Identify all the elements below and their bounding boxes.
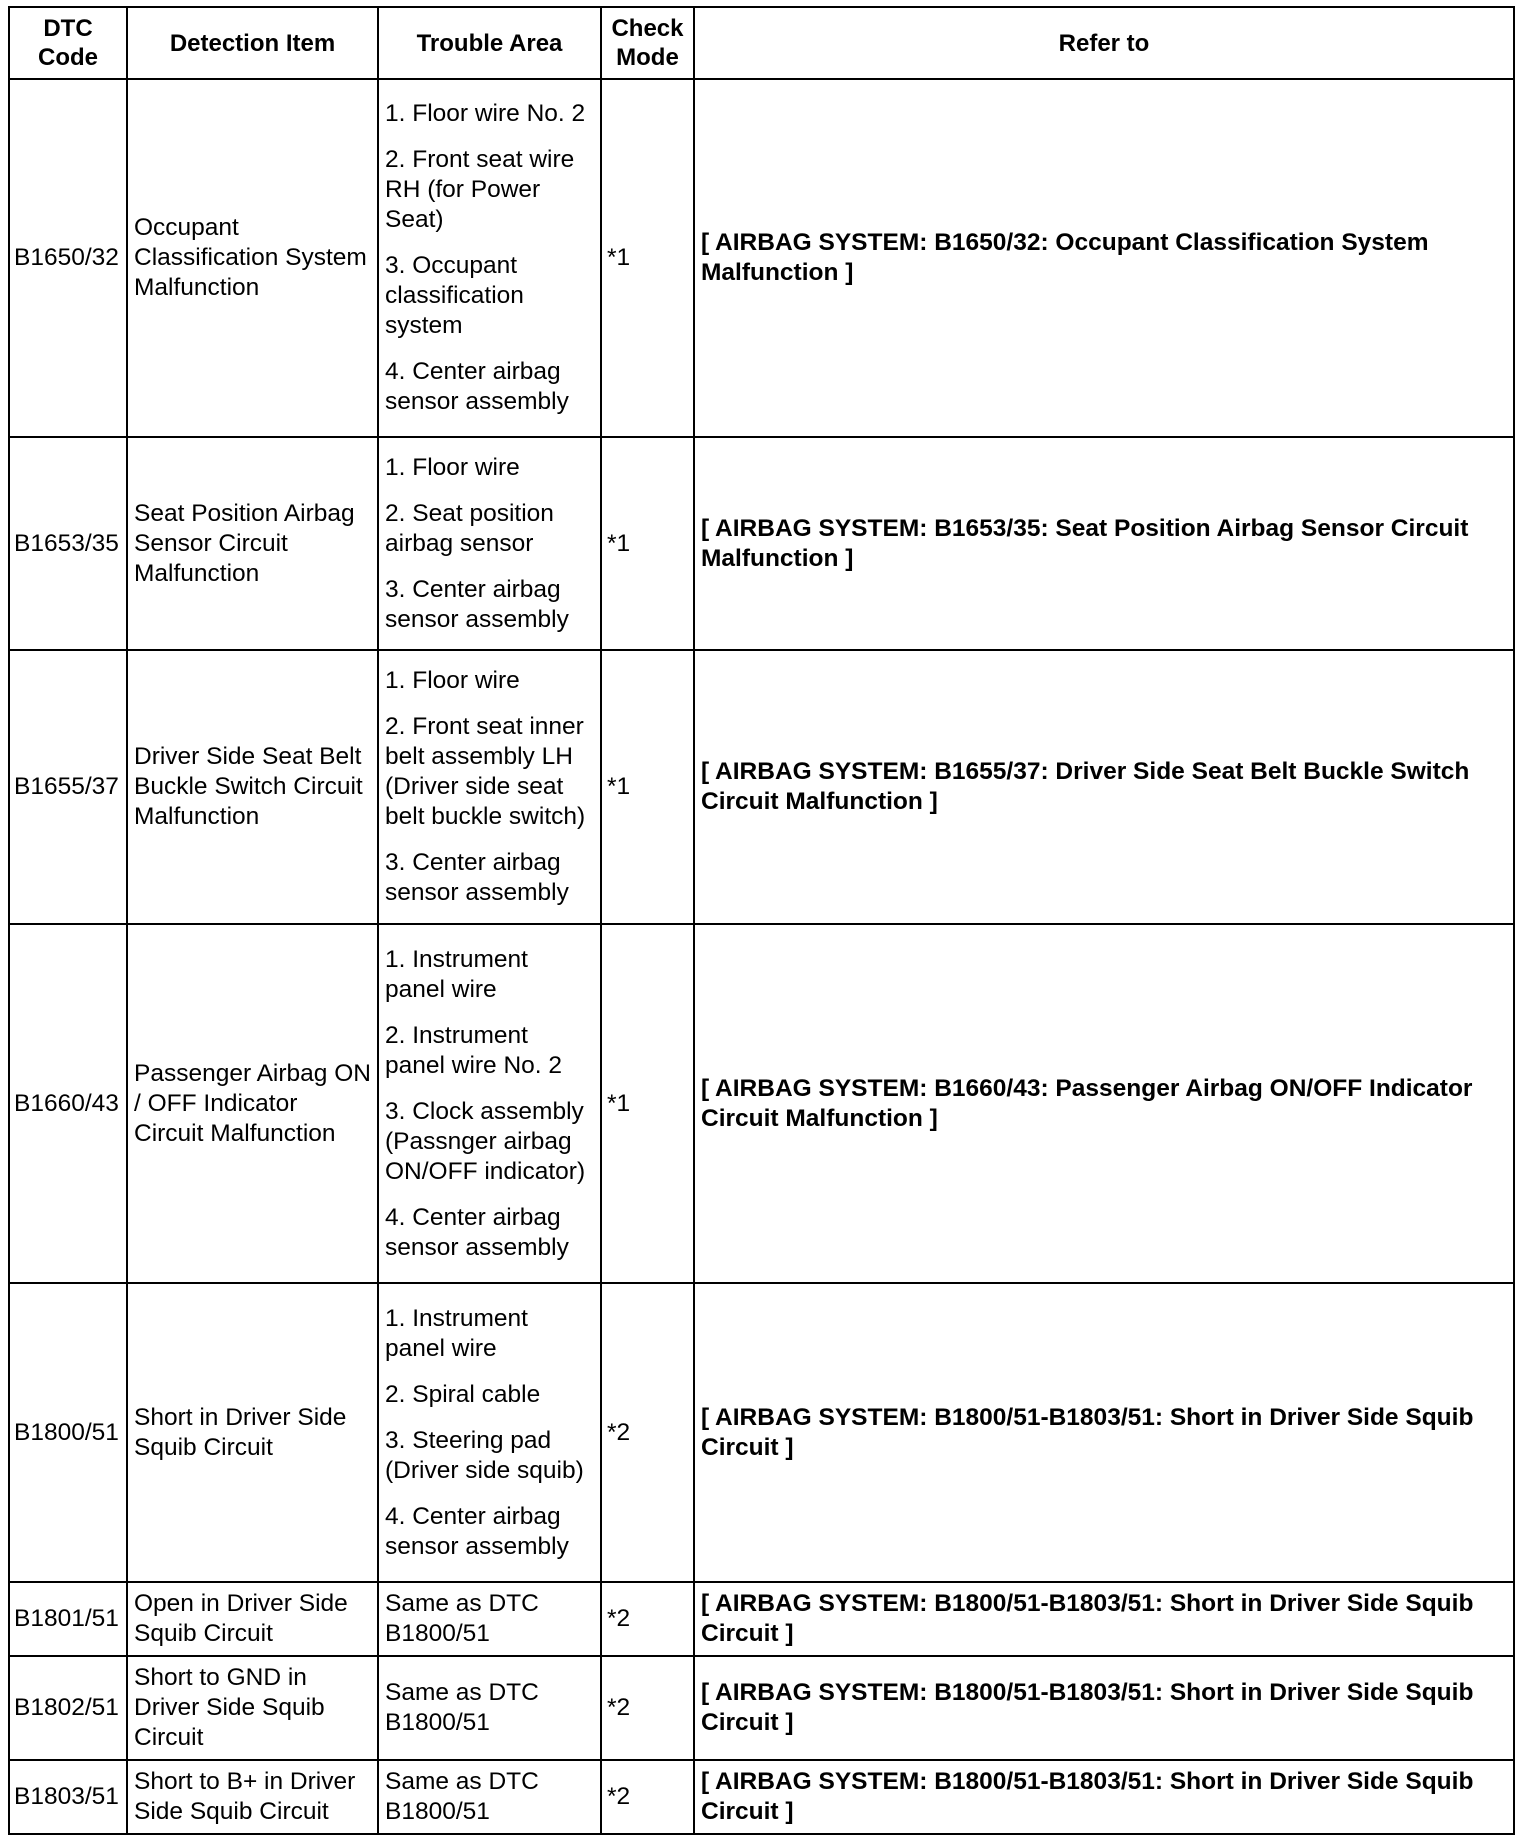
trouble-area-item: 3. Occupant classification system — [385, 252, 524, 339]
check-mode-cell: *1 — [601, 650, 694, 924]
trouble-area-cell — [378, 924, 601, 1283]
dtc-code-cell: B1800/51 — [9, 1283, 127, 1582]
trouble-area-cell — [378, 1760, 601, 1834]
detection-item-cell: Driver Side Seat Belt Buckle Switch Circuit Malfunction — [127, 650, 378, 924]
table-row — [9, 1582, 1514, 1656]
refer-to-cell: [ AIRBAG SYSTEM: B1800/51-B1803/51: Short in Driver Side Squib Circuit ] — [694, 1582, 1514, 1656]
table-row — [9, 1760, 1514, 1834]
check-mode-cell: *2 — [601, 1283, 694, 1582]
header-row — [9, 7, 1514, 79]
table-row — [9, 650, 1514, 924]
header-check-mode: Check Mode — [601, 7, 694, 79]
table-header — [9, 7, 1514, 79]
check-mode-cell: *2 — [601, 1656, 694, 1760]
detection-item-cell: Seat Position Airbag Sensor Circuit Malfunction — [127, 437, 378, 650]
header-refer-to: Refer to — [694, 7, 1514, 79]
dtc-code-cell: B1803/51 — [9, 1760, 127, 1834]
trouble-area-cell — [378, 1582, 601, 1656]
refer-to-cell: [ AIRBAG SYSTEM: B1800/51-B1803/51: Short in Driver Side Squib Circuit ] — [694, 1760, 1514, 1834]
header-dtc-code: DTC Code — [9, 7, 127, 79]
trouble-area-item: 1. Instrument panel wire — [385, 1304, 528, 1362]
dtc-code-cell: B1660/43 — [9, 924, 127, 1283]
check-mode-cell: *1 — [601, 79, 694, 437]
trouble-area-cell — [378, 650, 601, 924]
check-mode-cell: *1 — [601, 924, 694, 1283]
trouble-area-item: 4. Center airbag sensor assembly — [385, 1203, 569, 1261]
trouble-area-cell — [378, 437, 601, 650]
detection-item-cell: Open in Driver Side Squib Circuit — [127, 1582, 378, 1656]
table-body — [9, 79, 1514, 1834]
refer-to-cell: [ AIRBAG SYSTEM: B1653/35: Seat Position Airbag Sensor Circuit Malfunction ] — [694, 437, 1514, 650]
trouble-area-item: Same as DTC B1800/51 — [385, 1679, 539, 1736]
trouble-area-item: 1. Floor wire — [385, 453, 520, 481]
detection-item-cell: Short to GND in Driver Side Squib Circuit — [127, 1656, 378, 1760]
trouble-area-item: 1. Floor wire No. 2 — [385, 100, 586, 127]
trouble-area-item: 4. Center airbag sensor assembly — [385, 358, 569, 415]
dtc-code-cell: B1653/35 — [9, 437, 127, 650]
trouble-area-item: Same as DTC B1800/51 — [385, 1768, 539, 1825]
refer-to-cell: [ AIRBAG SYSTEM: B1660/43: Passenger Airbag ON/OFF Indicator Circuit Malfunction ] — [694, 924, 1514, 1283]
header-detection-item: Detection Item — [127, 7, 378, 79]
check-mode-cell: *2 — [601, 1582, 694, 1656]
dtc-code-cell: B1655/37 — [9, 650, 127, 924]
trouble-area-item: Same as DTC B1800/51 — [385, 1590, 539, 1647]
dtc-code-cell: B1802/51 — [9, 1656, 127, 1760]
check-mode-cell: *1 — [601, 437, 694, 650]
detection-item-cell: Short in Driver Side Squib Circuit — [127, 1283, 378, 1582]
detection-item-cell: Short to B+ in Driver Side Squib Circuit — [127, 1760, 378, 1834]
detection-item-cell: Passenger Airbag ON / OFF Indicator Circuit Malfunction — [127, 924, 378, 1283]
trouble-area-item: 1. Floor wire — [385, 667, 520, 694]
trouble-area-item: 2. Front seat wire RH (for Power Seat) — [385, 146, 575, 233]
trouble-area-item: 3. Center airbag sensor assembly — [385, 849, 569, 906]
trouble-area-cell — [378, 79, 601, 437]
trouble-area-cell — [378, 1283, 601, 1582]
refer-to-cell: [ AIRBAG SYSTEM: B1655/37: Driver Side Seat Belt Buckle Switch Circuit Malfunction ] — [694, 650, 1514, 924]
table-row — [9, 1283, 1514, 1582]
trouble-area-item: 1. Instrument panel wire — [385, 945, 528, 1003]
refer-to-cell: [ AIRBAG SYSTEM: B1800/51-B1803/51: Short in Driver Side Squib Circuit ] — [694, 1656, 1514, 1760]
check-mode-cell: *2 — [601, 1760, 694, 1834]
table-row — [9, 79, 1514, 437]
table-row — [9, 437, 1514, 650]
trouble-area-item: 3. Clock assembly (Passnger airbag ON/OFF indicator) — [385, 1097, 586, 1185]
trouble-area-item: 4. Center airbag sensor assembly — [385, 1502, 569, 1560]
refer-to-cell: [ AIRBAG SYSTEM: B1650/32: Occupant Classification System Malfunction ] — [694, 79, 1514, 437]
trouble-area-item: 2. Seat position airbag sensor — [385, 499, 554, 557]
table-row — [9, 1656, 1514, 1760]
refer-to-cell: [ AIRBAG SYSTEM: B1800/51-B1803/51: Short in Driver Side Squib Circuit ] — [694, 1283, 1514, 1582]
dtc-code-cell: B1801/51 — [9, 1582, 127, 1656]
detection-item-cell: Occupant Classification System Malfunction — [127, 79, 378, 437]
dtc-code-cell: B1650/32 — [9, 79, 127, 437]
trouble-area-cell — [378, 1656, 601, 1760]
table-row — [9, 924, 1514, 1283]
header-trouble-area: Trouble Area — [378, 7, 601, 79]
trouble-area-item: 2. Spiral cable — [385, 1380, 541, 1408]
trouble-area-item: 2. Instrument panel wire No. 2 — [385, 1021, 563, 1079]
trouble-area-item: 3. Center airbag sensor assembly — [385, 575, 569, 633]
trouble-area-item: 2. Front seat inner belt assembly LH (Driver side seat belt buckle switch) — [385, 713, 586, 830]
trouble-area-item: 3. Steering pad (Driver side squib) — [385, 1426, 584, 1484]
dtc-table — [8, 6, 1515, 1835]
